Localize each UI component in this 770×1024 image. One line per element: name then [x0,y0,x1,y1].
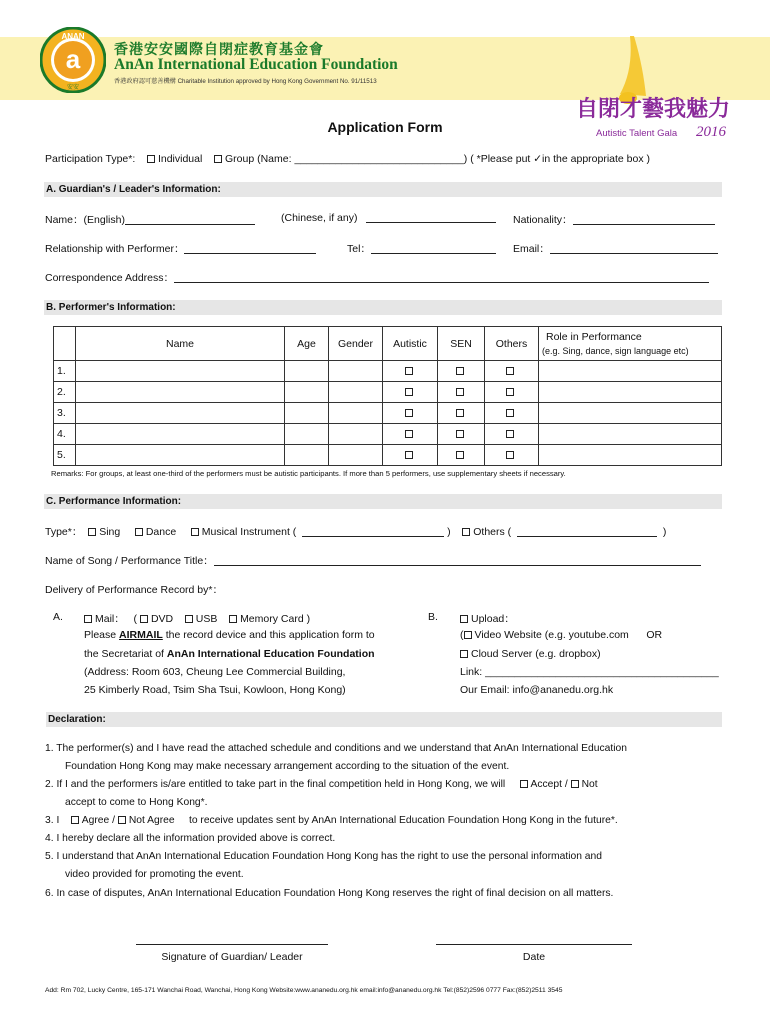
gender-cell[interactable] [329,382,383,403]
table-row [54,361,722,382]
declaration-item-1a: 1. The performer(s) and I have read the attached schedule and conditions and we understand that AnAn International Education [45,743,627,754]
not-accept-checkbox[interactable] [571,780,579,788]
row-number: 1. [54,361,76,382]
sen-checkbox[interactable] [456,367,464,375]
age-cell[interactable] [285,424,329,445]
option-a-label: A. [53,611,63,623]
email-label: Email： [513,243,550,255]
declaration-item-6: 6. In case of disputes, AnAn International Education Foundation Hong Kong reserves the right of final decision on all matters. [45,888,614,899]
name-chinese-label: (Chinese, if any) [281,212,358,224]
guardian-signature-line[interactable] [136,944,328,945]
cloud-server-checkbox[interactable] [460,650,468,658]
our-email: Our Email: info@ananedu.org.hk [460,684,614,696]
relationship-field[interactable] [184,243,316,254]
header-role: Role in Performance (e.g. Sing, dance, sign language etc) [539,327,722,361]
video-website-checkbox[interactable] [464,631,472,639]
section-b-title: B. Performer's Information: [44,300,722,315]
org-name-chinese: 香港安安國際自閉症教育基金會 [114,42,324,58]
autistic-checkbox[interactable] [405,451,413,459]
sen-checkbox[interactable] [456,388,464,396]
song-title-label: Name of Song / Performance Title： [45,555,214,567]
gender-cell[interactable] [329,361,383,382]
tel-label: Tel： [347,243,371,255]
autistic-checkbox[interactable] [405,409,413,417]
declaration-item-5a: 5. I understand that AnAn International Education Foundation Hong Kong has the right to use the personal information and [45,851,602,862]
gala-chinese-title: 自閉才藝我魅力 [576,97,730,122]
row-number: 4. [54,424,76,445]
others-checkbox[interactable] [506,367,514,375]
guardian-signature-label: Signature of Guardian/ Leader [161,951,303,963]
declaration-item-4: 4. I hereby declare all the information provided above is correct. [45,833,336,844]
gender-cell[interactable] [329,403,383,424]
individual-label: Individual [157,153,203,165]
musical-label: Musical Instrument ( [201,526,297,538]
sing-label: Sing [99,526,121,538]
cloud-server-label: Cloud Server (e.g. dropbox) [471,648,601,660]
form-title: Application Form [327,119,443,135]
declaration-item-2a: 2. If I and the performers is/are entitled to take part in the final competition held in Hong Kong, we will Accept / Not [45,779,598,790]
sen-checkbox[interactable] [456,451,464,459]
song-title-field[interactable] [214,555,701,566]
mail-checkbox[interactable] [84,615,92,623]
row-number: 2. [54,382,76,403]
musical-checkbox[interactable] [191,528,199,536]
age-cell[interactable] [285,361,329,382]
airmail-instruction: Please AIRMAIL the record device and this application form to [84,629,375,641]
group-checkbox[interactable] [214,155,222,163]
dance-label: Dance [145,526,177,538]
row-number: 5. [54,445,76,466]
header-autistic: Autistic [383,327,438,361]
footer-contact: Add: Rm 702, Lucky Centre, 165-171 Wanchai Road, Wanchai, Hong Kong Website:www.ananedu.org.hk email:info@ananedu.org.hk Tel:(852)2596 0777 Fax:(852)2511 3545 [45,987,563,994]
performer-name-cell[interactable] [76,361,285,382]
header-sen: SEN [438,327,485,361]
section-c-title: C. Performance Information: [44,494,722,509]
music-note-icon [620,36,646,96]
dance-checkbox[interactable] [135,528,143,536]
video-website-label: Video Website (e.g. youtube.com [474,629,629,641]
option-b-label: B. [428,611,438,623]
musical-instrument-field[interactable] [302,526,444,537]
performer-name-cell[interactable] [76,424,285,445]
org-charity-note: 香港政府認可慈善機構 Charitable Institution approved by Hong Kong Government No. 91/11513 [114,78,377,85]
performer-name-cell[interactable] [76,403,285,424]
gala-english-title: Autistic Talent Gala [596,128,678,139]
relationship-label: Relationship with Performer： [45,243,185,255]
dvd-checkbox[interactable] [140,615,148,623]
agree-checkbox[interactable] [71,816,79,824]
address-field[interactable] [174,272,709,283]
others-checkbox[interactable] [506,430,514,438]
table-row [54,424,722,445]
others-type-field[interactable] [517,526,657,537]
memory-card-checkbox[interactable] [229,615,237,623]
sen-checkbox[interactable] [456,430,464,438]
declaration-item-1b: Foundation Hong Kong may make necessary arrangement according to the situation of the event. [65,761,510,772]
logo-text-bottom: 安安 [66,84,80,91]
role-cell[interactable] [539,445,722,466]
name-english-label: Name：(English) [45,214,125,226]
others-checkbox[interactable] [506,451,514,459]
participation-label: Participation Type*: [45,153,136,165]
secretariat-line: the Secretariat of AnAn International Education Foundation [84,648,375,660]
anan-logo [40,27,106,93]
upload-checkbox[interactable] [460,615,468,623]
type-label: Type*： [45,526,83,538]
sen-checkbox[interactable] [456,409,464,417]
table-row [54,382,722,403]
others-type-label: Others ( [473,526,512,538]
performer-table [53,326,722,466]
sing-checkbox[interactable] [88,528,96,536]
usb-checkbox[interactable] [185,615,193,623]
group-label: Group (Name: _____________________________) ( *Please put ✓in the appropriate box ) [225,153,651,165]
section-a-title: A. Guardian's / Leader's Information: [44,182,722,197]
age-cell[interactable] [285,403,329,424]
header-others: Others [485,327,539,361]
performer-table-header [54,327,722,361]
address-label: Correspondence Address： [45,272,174,284]
header-gender: Gender [329,327,383,361]
nationality-label: Nationality： [513,214,573,226]
logo-letter: a [65,44,81,74]
table-row [54,403,722,424]
others-checkbox[interactable] [506,388,514,396]
link-field[interactable]: Link: ________________________________________ [460,666,719,678]
secretariat-address-2: 25 Kimberly Road, Tsim Sha Tsui, Kowloon, Hong Kong) [84,684,346,696]
email-field[interactable] [550,243,718,254]
declaration-item-5b: video provided for promoting the event. [65,869,244,880]
delivery-label: Delivery of Performance Record by*： [45,584,223,596]
age-cell[interactable] [285,445,329,466]
role-cell[interactable] [539,403,722,424]
table-row [54,445,722,466]
performer-remark: Remarks: For groups, at least one-third of the performers must be autistic participants. If more than 5 performers, use supplementary sheets if necessary. [51,469,566,478]
header-age: Age [285,327,329,361]
others-checkbox[interactable] [506,409,514,417]
performer-name-cell[interactable] [76,382,285,403]
autistic-checkbox[interactable] [405,388,413,396]
name-chinese-field[interactable] [366,212,496,223]
performance-type-row: Type*： Sing Dance Musical Instrument ( ) Others ( ) [45,526,667,538]
others-type-checkbox[interactable] [462,528,470,536]
role-cell[interactable] [539,361,722,382]
upload-label: Upload： [471,613,515,625]
date-label: Date [522,951,546,963]
declaration-title: Declaration: [46,712,722,727]
role-cell[interactable] [539,382,722,403]
autistic-checkbox[interactable] [405,430,413,438]
individual-checkbox[interactable] [147,155,155,163]
gender-cell[interactable] [329,445,383,466]
mail-option-row: Mail： ( DVD USB Memory Card ) [84,611,310,626]
age-cell[interactable] [285,382,329,403]
logo-text-top: ANAN [61,32,85,41]
secretariat-address-1: (Address: Room 603, Cheung Lee Commercial Building, [84,666,346,678]
tel-field[interactable] [371,243,496,254]
not-agree-checkbox[interactable] [118,816,126,824]
date-line[interactable] [436,944,632,945]
declaration-item-3: 3. I Agree / Not Agree to receive updates sent by AnAn International Education Foundation Hong Kong in the future*. [45,815,618,826]
declaration-item-2b: accept to come to Hong Kong*. [65,797,208,808]
accept-checkbox[interactable] [520,780,528,788]
name-english-field[interactable] [125,214,255,225]
autistic-checkbox[interactable] [405,367,413,375]
role-cell[interactable] [539,424,722,445]
header-name: Name [76,327,285,361]
gala-year: 2016 [696,124,726,140]
name-row [45,212,255,227]
nationality-field[interactable] [573,214,715,225]
row-number: 3. [54,403,76,424]
gender-cell[interactable] [329,424,383,445]
org-name-english: AnAn International Education Foundation [114,56,398,73]
participation-row [45,153,650,165]
performer-name-cell[interactable] [76,445,285,466]
